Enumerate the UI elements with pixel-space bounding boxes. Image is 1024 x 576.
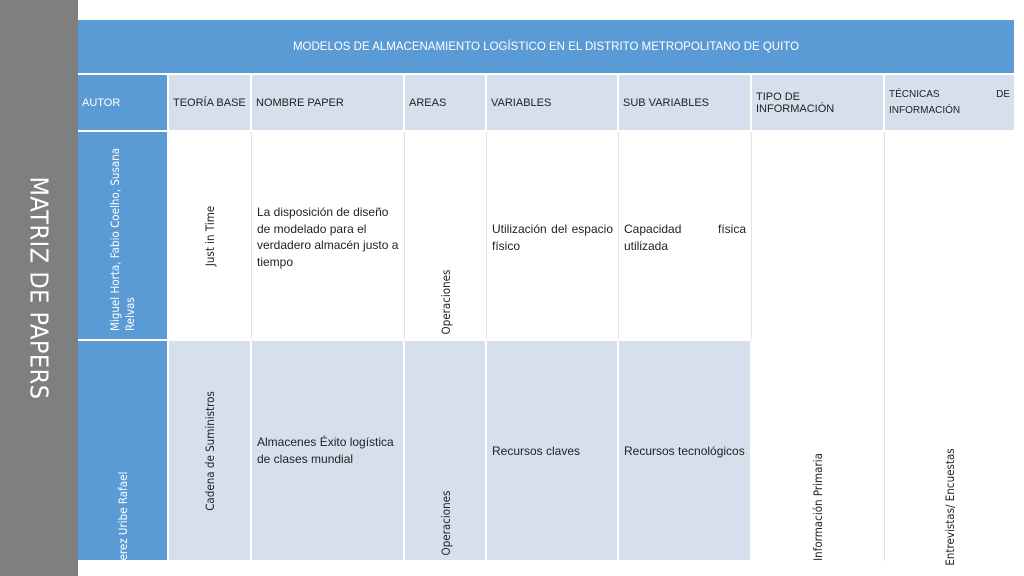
row1-paper: La disposición de diseño de modelado para el verdadero almacén justo a tiempo [257,205,399,269]
row2-teoria: Cadena de Suministros [203,391,217,511]
row1-variables-cell [487,132,619,341]
row2-subvariables-cell [619,341,752,562]
header-variables: VARIABLES [487,75,619,132]
header-areas: AREAS [405,75,487,132]
row1-teoria: Just in Time [203,205,217,267]
tecnicas-informacion: Entrevistas/ Encuestas [943,448,957,566]
row2-subvariables: Recursos tecnológicos [624,444,745,458]
tipo-informacion: Información Primaria [811,453,825,561]
row2-area: Operaciones [439,490,453,556]
row2-teoria-cell [169,341,252,562]
row2-autor: Perez Uribe Rafael [116,471,130,567]
row1-variables: Utilización del espacio físico [492,222,613,253]
row1-area-cell [405,132,487,341]
row2-paper: Almacenes Éxito logística de clases mundial [257,435,394,466]
row1-subvariables: Capacidad física utilizada [624,222,746,253]
tecnicas-cell [885,132,1016,566]
row2-area-cell [405,341,487,562]
header-teoria-base: TEORÍA BASE [169,75,252,132]
row2-autor-cell [78,341,169,567]
header-tecnicas-label: TÉCNICAS DE INFORMACIÓN [889,88,1010,116]
tipo-informacion-cell [752,132,885,562]
row1-area: Operaciones [439,269,453,335]
row1-paper-cell [252,132,405,341]
header-nombre-paper: NOMBRE PAPER [252,75,405,132]
row1-autor-cell [78,132,169,341]
header-tecnicas-informacion [885,75,1016,132]
header-sub-variables: SUB VARIABLES [619,75,752,132]
header-tipo-informacion: TIPO DE INFORMACIÓN [752,75,885,132]
page-title: MATRIZ DE PAPERS [24,176,54,400]
row1-teoria-cell [169,132,252,341]
row2-paper-cell [252,341,405,562]
papers-matrix-table [78,20,1016,567]
row1-autor: Miguel Horta, Fabio Coelho, Susana Relvas [108,147,137,331]
sidebar-panel [0,0,78,576]
table-title: MODELOS DE ALMACENAMIENTO LOGÍSTICO EN EL DISTRITO METROPOLITANO DE QUITO [78,20,1016,75]
row1-subvariables-cell [619,132,752,341]
header-autor: AUTOR [78,75,169,132]
row2-variables: Recursos claves [492,444,581,458]
row2-variables-cell [487,341,619,562]
